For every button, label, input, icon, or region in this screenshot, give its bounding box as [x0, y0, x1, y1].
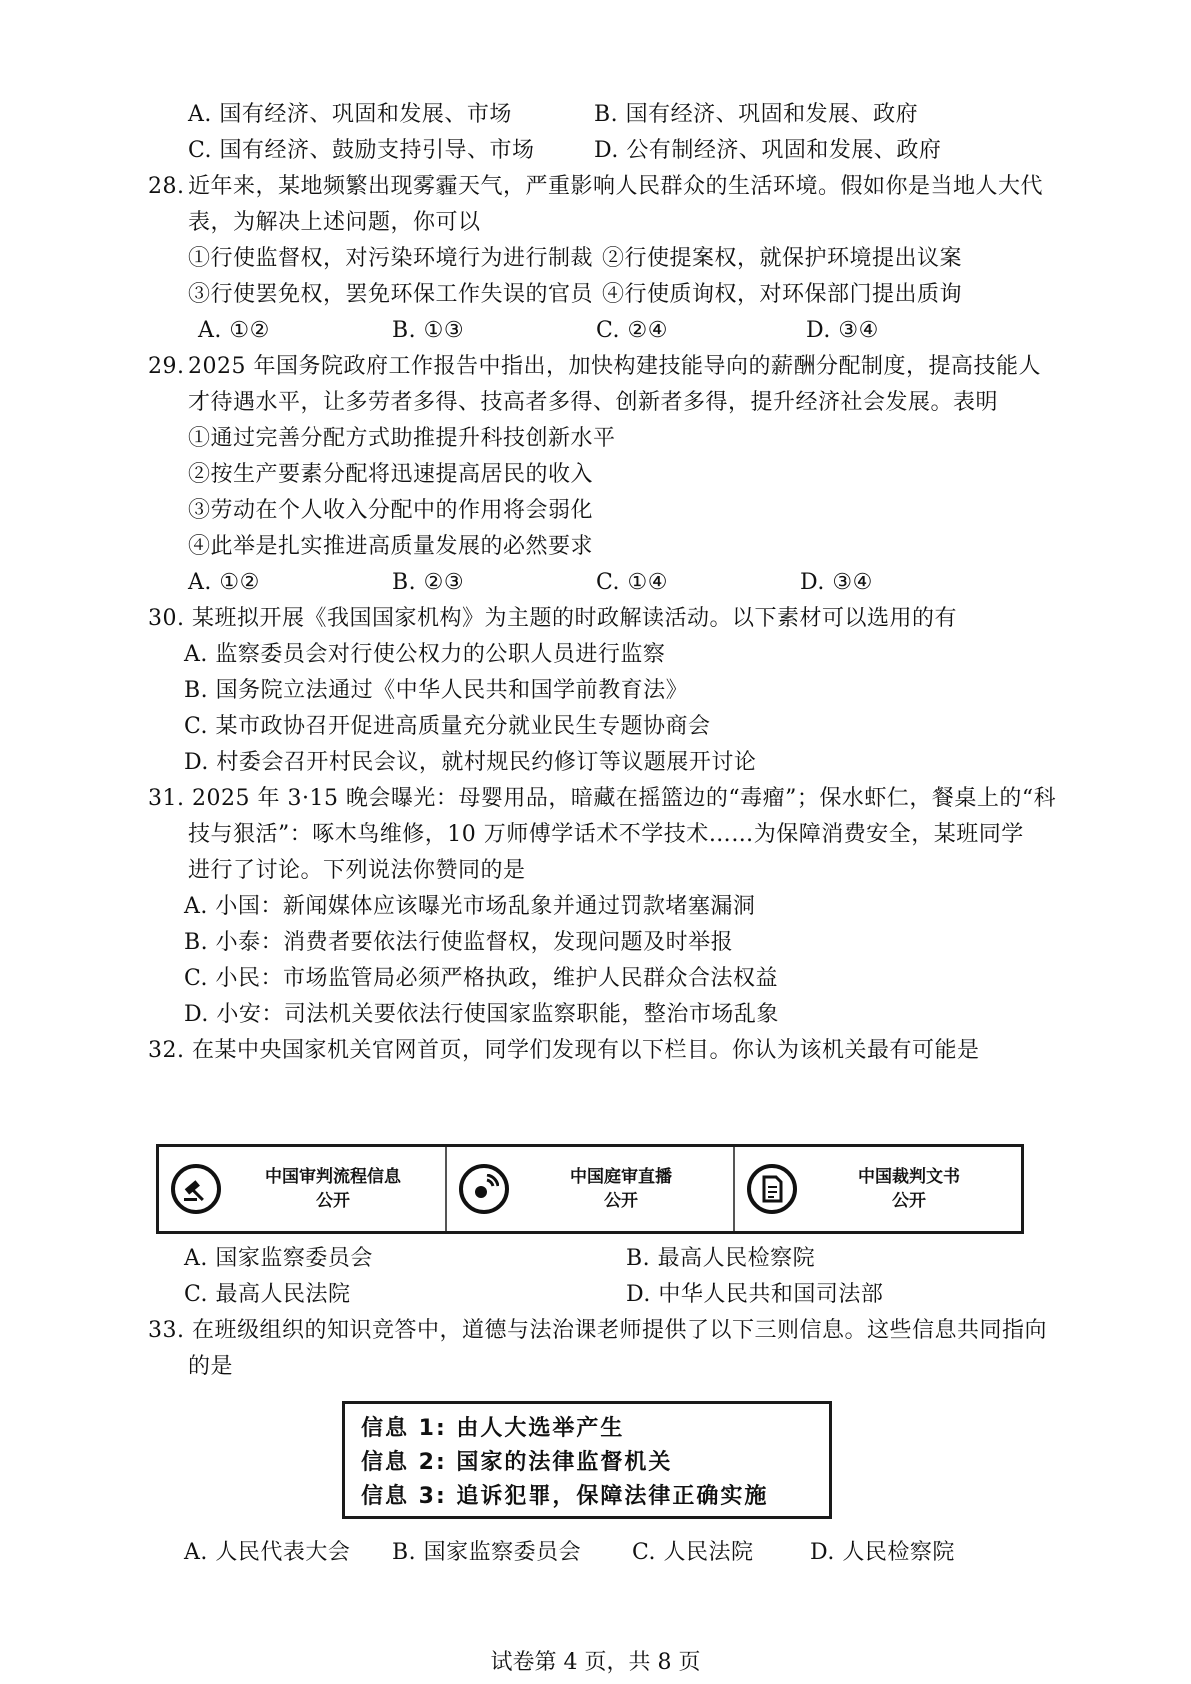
q29-number: 29. [148, 354, 185, 379]
gavel-icon [171, 1164, 221, 1214]
q28-item-3: ③行使罢免权，罢免环保工作失误的官员 [188, 282, 594, 307]
q30-option-a: A. 监察委员会对行使公权力的公职人员进行监察 [184, 642, 666, 667]
column-trial-process [159, 1147, 447, 1231]
broadcast-icon [459, 1164, 509, 1214]
column-trial-broadcast [447, 1147, 735, 1231]
q32-stem: 32. 在某中央国家机关官网首页，同学们发现有以下栏目。你认为该机关最有可能是 [148, 1038, 980, 1063]
q30-option-c: C. 某市政协召开促进高质量充分就业民生专题协商会 [184, 714, 711, 739]
q27-option-b: B. 国有经济、巩固和发展、政府 [594, 102, 919, 127]
q31-option-d: D. 小安：司法机关要依法行使国家监察职能，整治市场乱象 [184, 1002, 779, 1027]
info-2: 信息 2: 国家的法律监督机关 [361, 1450, 673, 1475]
q28-option-d: D. ③④ [806, 318, 879, 343]
info-box [342, 1401, 832, 1519]
q29-item-4: ④此举是扎实推进高质量发展的必然要求 [188, 534, 594, 559]
column-trial-process-line2: 公开 [316, 1191, 350, 1211]
q30-stem: 30. 某班拟开展《我国国家机构》为主题的时政解读活动。以下素材可以选用的有 [148, 606, 957, 631]
q29-item-1: ①通过完善分配方式助推提升科技创新水平 [188, 426, 616, 451]
column-judgment-documents-line2: 公开 [892, 1191, 926, 1211]
q33-option-a: A. 人民代表大会 [184, 1540, 351, 1565]
q33-option-d: D. 人民检察院 [810, 1540, 955, 1565]
q29-stem-line2: 才待遇水平，让多劳者多得、技高者多得、创新者多得，提升经济社会发展。表明 [188, 390, 999, 415]
q30-option-b: B. 国务院立法通过《中华人民共和国学前教育法》 [184, 678, 689, 703]
q31-stem-line2: 技与狠活”：啄木鸟维修，10 万师傅学话术不学技术……为保障消费安全，某班同学 [188, 822, 1024, 847]
info-1: 信息 1: 由人大选举产生 [361, 1416, 625, 1441]
q31-option-a: A. 小国：新闻媒体应该曝光市场乱象并通过罚款堵塞漏洞 [184, 894, 756, 919]
column-judgment-documents-line1: 中国裁判文书 [858, 1167, 960, 1187]
q28-option-c: C. ②④ [596, 318, 668, 343]
column-trial-broadcast-line2: 公开 [604, 1191, 638, 1211]
q29-item-2: ②按生产要素分配将迅速提高居民的收入 [188, 462, 594, 487]
court-columns-panel [156, 1144, 1024, 1234]
document-icon [747, 1164, 797, 1214]
info-3: 信息 3: 追诉犯罪，保障法律正确实施 [361, 1484, 769, 1509]
q32-option-b: B. 最高人民检察院 [626, 1246, 816, 1271]
q33-stem-line1: 33. 在班级组织的知识竞答中，道德与法治课老师提供了以下三则信息。这些信息共同指向 [148, 1318, 1047, 1343]
page-footer: 试卷第 4 页，共 8 页 [490, 1650, 701, 1675]
q33-option-b: B. 国家监察委员会 [392, 1540, 582, 1565]
q28-number: 28. [148, 174, 185, 199]
q29-item-3: ③劳动在个人收入分配中的作用将会弱化 [188, 498, 594, 523]
q29-option-d: D. ③④ [800, 570, 873, 595]
q33-stem-line2: 的是 [188, 1354, 234, 1379]
q28-item-2: ②行使提案权，就保护环境提出议案 [602, 246, 963, 271]
q31-stem-line1: 31. 2025 年 3·15 晚会曝光：母婴用品，暗藏在摇篮边的“毒瘤”；保水虾仁，餐桌上的“科 [148, 786, 1057, 811]
column-judgment-documents [735, 1147, 1021, 1231]
q28-item-1: ①行使监督权，对污染环境行为进行制裁 [188, 246, 594, 271]
q30-option-d: D. 村委会召开村民会议，就村规民约修订等议题展开讨论 [184, 750, 757, 775]
column-trial-process-line1: 中国审判流程信息 [265, 1167, 401, 1187]
q28-stem-line2: 表，为解决上述问题，你可以 [188, 210, 481, 235]
q29-option-a: A. ①② [188, 570, 260, 595]
q32-option-d: D. 中华人民共和国司法部 [626, 1282, 884, 1307]
q29-stem-line1: 2025 年国务院政府工作报告中指出，加快构建技能导向的薪酬分配制度，提高技能人 [188, 354, 1041, 379]
q28-option-b: B. ①③ [392, 318, 465, 343]
q27-option-c: C. 国有经济、鼓励支持引导、市场 [188, 138, 535, 163]
q29-option-c: C. ①④ [596, 570, 668, 595]
q31-option-b: B. 小泰：消费者要依法行使监督权，发现问题及时举报 [184, 930, 734, 955]
q27-option-d: D. 公有制经济、巩固和发展、政府 [594, 138, 942, 163]
q31-option-c: C. 小民：市场监管局必须严格执政，维护人民群众合法权益 [184, 966, 779, 991]
q29-option-b: B. ②③ [392, 570, 465, 595]
q27-option-a: A. 国有经济、巩固和发展、市场 [188, 102, 512, 127]
q28-item-4: ④行使质询权，对环保部门提出质询 [602, 282, 963, 307]
column-trial-broadcast-line1: 中国庭审直播 [570, 1167, 672, 1187]
q32-option-c: C. 最高人民法院 [184, 1282, 351, 1307]
q28-option-a: A. ①② [198, 318, 270, 343]
q32-option-a: A. 国家监察委员会 [184, 1246, 373, 1271]
q33-option-c: C. 人民法院 [632, 1540, 754, 1565]
q28-stem-line1: 近年来，某地频繁出现雾霾天气，严重影响人民群众的生活环境。假如你是当地人大代 [188, 174, 1044, 199]
q31-stem-line3: 进行了讨论。下列说法你赞同的是 [188, 858, 526, 883]
